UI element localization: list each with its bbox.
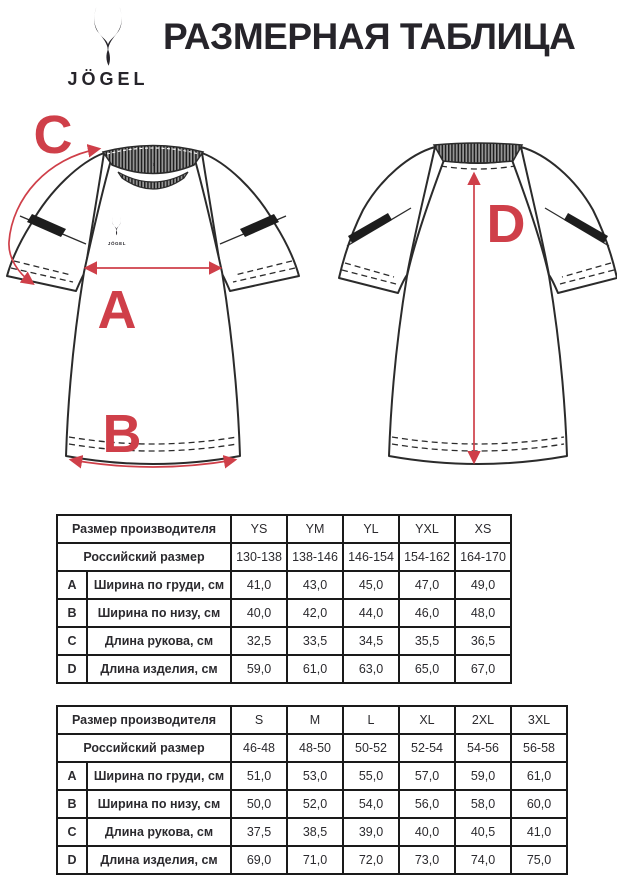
measure-a-label: A <box>97 280 137 340</box>
measure-value: 61,0 <box>511 762 567 790</box>
measure-value: 55,0 <box>343 762 399 790</box>
measure-label: Длина изделия, см <box>87 846 231 874</box>
manufacturer-size-label: Размер производителя <box>57 515 231 543</box>
measure-label: Длина изделия, см <box>87 655 231 683</box>
size-code: 2XL <box>455 706 511 734</box>
measure-value: 56,0 <box>399 790 455 818</box>
measure-label: Ширина по груди, см <box>87 762 231 790</box>
back-collar <box>434 143 522 163</box>
measure-value: 46,0 <box>399 599 455 627</box>
measure-row-a <box>57 571 511 599</box>
measure-value: 60,0 <box>511 790 567 818</box>
russian-size-label: Российский размер <box>57 543 231 571</box>
measure-row-c <box>57 818 567 846</box>
measure-label: Ширина по низу, см <box>87 790 231 818</box>
measure-value: 44,0 <box>343 599 399 627</box>
size-code: XS <box>455 515 511 543</box>
measure-b-label: B <box>102 404 142 464</box>
measure-row-d <box>57 846 567 874</box>
shirt-measurement-diagram <box>0 95 617 497</box>
brand-block <box>48 6 168 90</box>
size-code: 3XL <box>511 706 567 734</box>
measure-letter: D <box>57 655 87 683</box>
manufacturer-size-row <box>57 515 511 543</box>
measure-value: 38,5 <box>287 818 343 846</box>
russian-size-value: 46-48 <box>231 734 287 762</box>
russian-size-value: 164-170 <box>455 543 511 571</box>
measure-letter: A <box>57 762 87 790</box>
size-table-youth <box>56 514 512 684</box>
manufacturer-size-label: Размер производителя <box>57 706 231 734</box>
measure-value: 67,0 <box>455 655 511 683</box>
size-code: YL <box>343 515 399 543</box>
manufacturer-size-row <box>57 706 567 734</box>
measure-value: 73,0 <box>399 846 455 874</box>
measure-value: 45,0 <box>343 571 399 599</box>
measure-value: 37,5 <box>231 818 287 846</box>
measure-value: 65,0 <box>399 655 455 683</box>
measure-label: Длина рукова, см <box>87 627 231 655</box>
russian-size-value: 154-162 <box>399 543 455 571</box>
size-code: YM <box>287 515 343 543</box>
measure-c-label: C <box>33 105 73 165</box>
russian-size-row <box>57 543 511 571</box>
jogel-logo-icon <box>79 6 137 68</box>
measure-value: 74,0 <box>455 846 511 874</box>
measure-value: 40,5 <box>455 818 511 846</box>
russian-size-value: 56-58 <box>511 734 567 762</box>
measure-value: 48,0 <box>455 599 511 627</box>
measure-value: 59,0 <box>455 762 511 790</box>
measure-value: 51,0 <box>231 762 287 790</box>
measure-letter: B <box>57 790 87 818</box>
measure-value: 39,0 <box>343 818 399 846</box>
russian-size-value: 138-146 <box>287 543 343 571</box>
measure-value: 57,0 <box>399 762 455 790</box>
size-code: M <box>287 706 343 734</box>
measure-value: 59,0 <box>231 655 287 683</box>
measure-value: 52,0 <box>287 790 343 818</box>
measure-row-b <box>57 599 511 627</box>
measure-value: 61,0 <box>287 655 343 683</box>
measure-value: 49,0 <box>455 571 511 599</box>
measure-value: 43,0 <box>287 571 343 599</box>
measure-value: 63,0 <box>343 655 399 683</box>
measure-value: 42,0 <box>287 599 343 627</box>
measure-letter: C <box>57 627 87 655</box>
measure-value: 33,5 <box>287 627 343 655</box>
measure-letter: C <box>57 818 87 846</box>
measure-value: 40,0 <box>231 599 287 627</box>
measure-value: 58,0 <box>455 790 511 818</box>
measure-value: 72,0 <box>343 846 399 874</box>
size-code: S <box>231 706 287 734</box>
measure-row-a <box>57 762 567 790</box>
measure-value: 41,0 <box>511 818 567 846</box>
brand-name: JÖGEL <box>67 69 149 89</box>
russian-size-value: 130-138 <box>231 543 287 571</box>
russian-size-value: 48-50 <box>287 734 343 762</box>
measure-value: 71,0 <box>287 846 343 874</box>
measure-value: 75,0 <box>511 846 567 874</box>
size-code: YS <box>231 515 287 543</box>
measure-value: 50,0 <box>231 790 287 818</box>
size-code: XL <box>399 706 455 734</box>
measure-value: 36,5 <box>455 627 511 655</box>
measure-row-c <box>57 627 511 655</box>
measure-label: Ширина по низу, см <box>87 599 231 627</box>
size-code: YXL <box>399 515 455 543</box>
chest-brand-text: JÖGEL <box>107 241 127 246</box>
page-title: РАЗМЕРНАЯ ТАБЛИЦА <box>163 16 576 57</box>
size-code: L <box>343 706 399 734</box>
measure-value: 53,0 <box>287 762 343 790</box>
back-shirt-drawing <box>339 143 617 464</box>
measure-letter: B <box>57 599 87 627</box>
russian-size-value: 52-54 <box>399 734 455 762</box>
front-shirt-drawing <box>7 146 299 465</box>
russian-size-label: Российский размер <box>57 734 231 762</box>
measure-value: 35,5 <box>399 627 455 655</box>
russian-size-row <box>57 734 567 762</box>
measure-value: 32,5 <box>231 627 287 655</box>
measure-d-label: D <box>486 194 526 254</box>
russian-size-value: 50-52 <box>343 734 399 762</box>
measure-value: 40,0 <box>399 818 455 846</box>
russian-size-value: 54-56 <box>455 734 511 762</box>
measure-value: 54,0 <box>343 790 399 818</box>
measure-letter: D <box>57 846 87 874</box>
measure-label: Ширина по груди, см <box>87 571 231 599</box>
measure-row-d <box>57 655 511 683</box>
size-table-adult <box>56 705 568 875</box>
measure-value: 69,0 <box>231 846 287 874</box>
measure-value: 41,0 <box>231 571 287 599</box>
russian-size-value: 146-154 <box>343 543 399 571</box>
measure-row-b <box>57 790 567 818</box>
measure-label: Длина рукова, см <box>87 818 231 846</box>
measure-value: 47,0 <box>399 571 455 599</box>
measure-value: 34,5 <box>343 627 399 655</box>
measure-letter: A <box>57 571 87 599</box>
